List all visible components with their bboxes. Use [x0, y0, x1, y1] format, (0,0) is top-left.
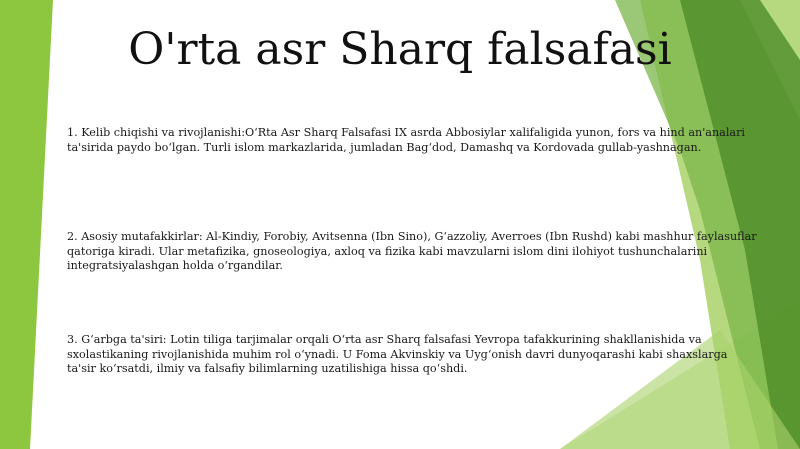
paragraph-thinkers: 2. Asosiy mutafakkirlar: Al-Kindiy, Forobiy, Avitsenna (Ibn Sino), G‘azzoliy, Averroes (Ibn Rushd) kabi mashhur faylasuflar qatoriga kiradi. Ular metafizika, gnoseologiya, axloq va fizika kabi mavzularni islom dini ilohiyot tushunchalarini integratsiyalashgan holda o‘rgandilar. [67, 230, 757, 272]
slide-title: O'rta asr Sharq falsafasi [128, 24, 672, 75]
paragraph-origin: 1. Kelib chiqishi va rivojlanishi:O‘Rta Asr Sharq Falsafasi IX asrda Abbosiylar xalifaligida yunon, fors va hind an'analari ta'sirida paydo bo‘lgan. Turli islom markazlarida, jumladan Bag‘dod, Damashq va Kordovada gullab-yashnagan. [67, 126, 745, 154]
paragraph-influence: 3. G‘arbga ta'siri: Lotin tiliga tarjimalar orqali O‘rta asr Sharq falsafasi Yevropa tafakkurining shakllanishida va sxolastikaning rivojlanishida muhim rol o‘ynadi. U Foma Akvinskiy va Uyg‘onish davri dunyoqarashi kabi shaxslarga ta'sir ko‘rsatdi, ilmiy va falsafiy bilimlarning uzatilishiga hissa qo‘shdi. [67, 333, 728, 375]
